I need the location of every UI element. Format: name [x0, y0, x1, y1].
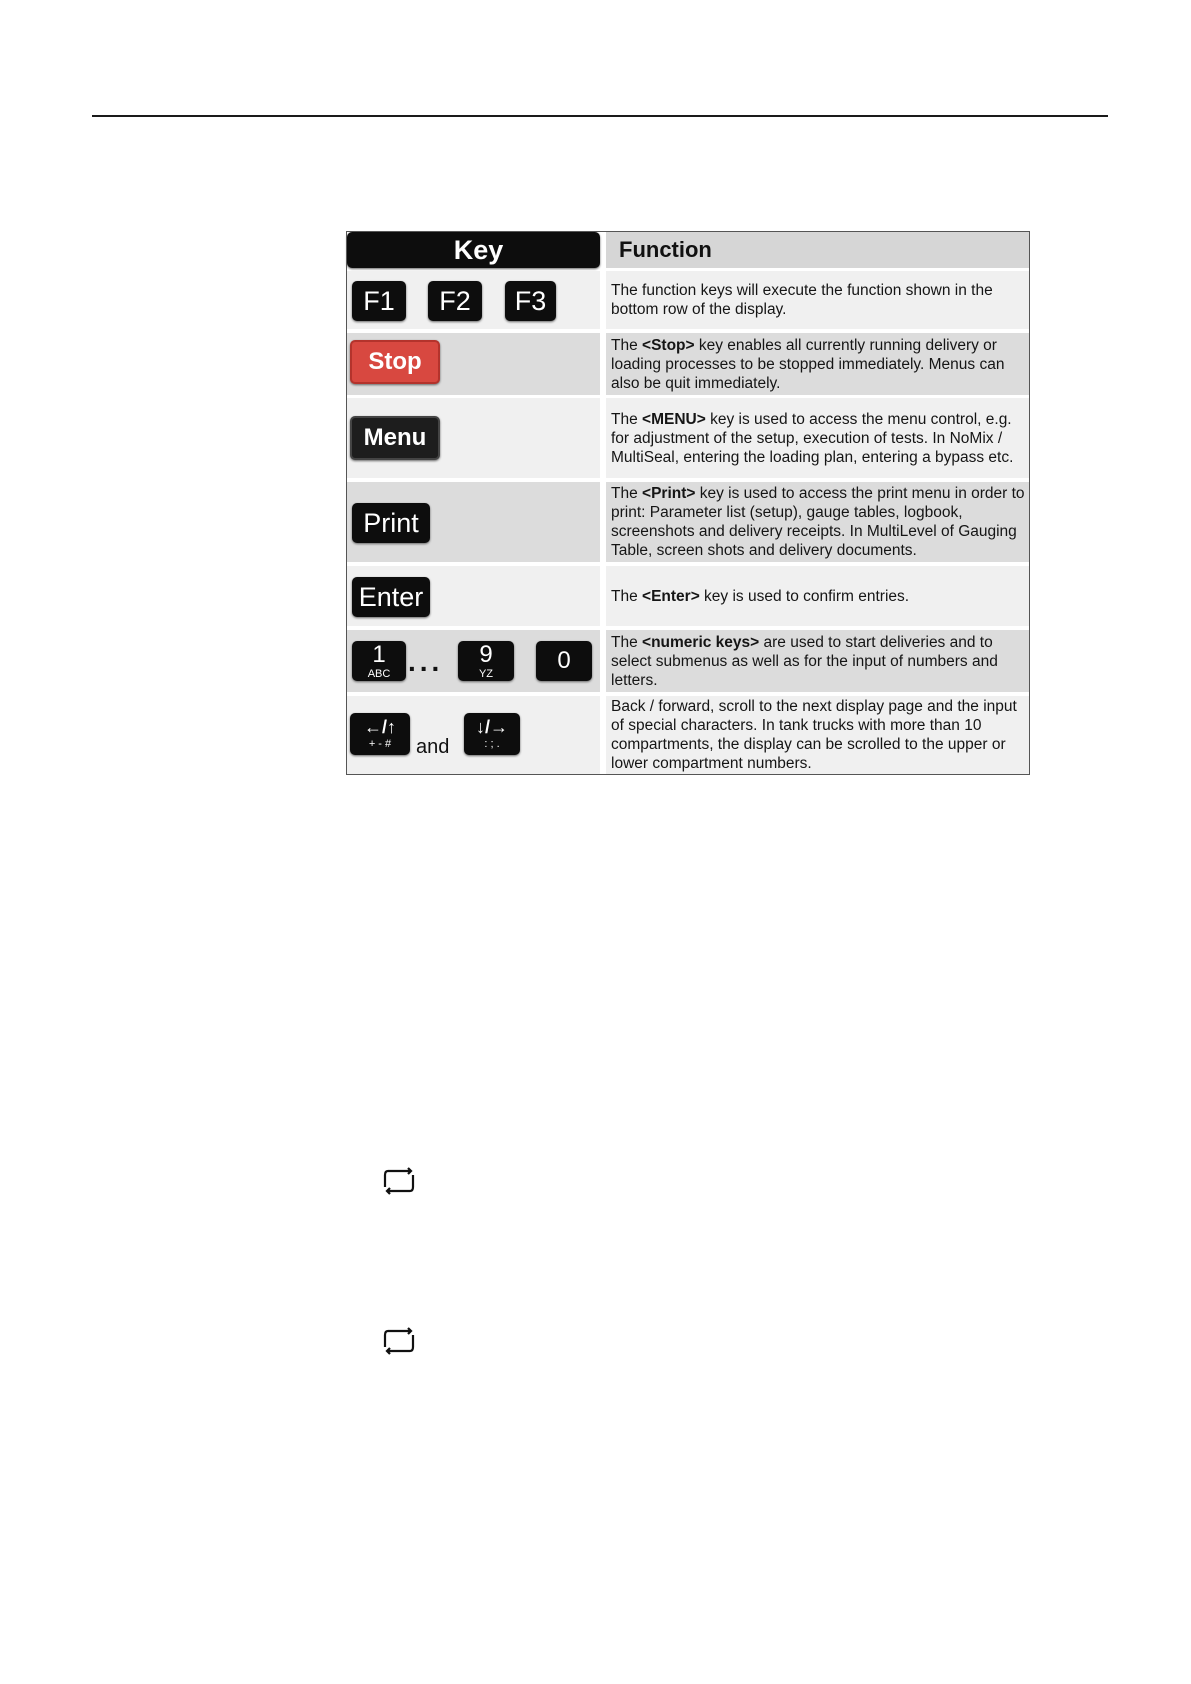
key-function-table	[346, 231, 1030, 775]
stop-key[interactable]: Stop	[350, 340, 440, 384]
numeric-key-9[interactable]: 9 YZ	[458, 641, 514, 681]
numeric-key-1[interactable]: 1 ABC	[352, 641, 406, 681]
function-description: Back / forward, scroll to the next display page and the input of special characters. In tank trucks with more than 10 compartments, the display can be scrolled to the upper or lower compartment numbers.	[611, 698, 1017, 772]
enter-key[interactable]: Enter	[352, 577, 430, 617]
f3-key[interactable]: F3	[505, 281, 556, 321]
table-row-function-keys	[347, 271, 1029, 329]
function-description: The <Print> key is used to access the print menu in order to print: Parameter list (setup), gauge tables, logbook, screenshots and delivery receipts. In MultiLevel of Gauging Table, screen shots and delivery documents.	[611, 485, 1025, 559]
column-header-key: Key	[347, 232, 600, 268]
sync-icon	[380, 1325, 418, 1357]
print-key[interactable]: Print	[352, 503, 430, 543]
menu-key[interactable]: Menu	[350, 416, 440, 460]
back-arrow-key[interactable]: ←/↑ + - #	[350, 713, 410, 755]
table-row-arrow-keys	[347, 696, 1029, 774]
function-description: The function keys will execute the function shown in the bottom row of the display.	[611, 282, 993, 318]
f1-key[interactable]: F1	[352, 281, 406, 321]
f2-key[interactable]: F2	[428, 281, 482, 321]
forward-arrow-key[interactable]: ↓/→ : ; .	[464, 713, 520, 755]
table-row-print	[347, 482, 1029, 562]
table-row-enter	[347, 566, 1029, 626]
column-header-function: Function	[606, 232, 1029, 268]
function-description: The <Enter> key is used to confirm entries.	[611, 587, 910, 605]
ellipsis: ...	[408, 646, 444, 677]
header-rule	[92, 115, 1108, 117]
table-row-stop	[347, 333, 1029, 395]
function-description: The <MENU> key is used to access the menu control, e.g. for adjustment of the setup, execution of tests. In NoMix / MultiSeal, entering the loading plan, entering a bypass etc.	[611, 410, 1014, 466]
sync-icon	[380, 1165, 418, 1197]
function-description: The <numeric keys> are used to start deliveries and to select submenus as well as for the input of numbers and letters.	[611, 633, 998, 689]
function-description: The <Stop> key enables all currently running delivery or loading processes to be stopped immediately. Menus can also be quit immediately.	[611, 336, 1005, 392]
table-row-menu	[347, 398, 1029, 478]
numeric-key-0[interactable]: 0	[536, 641, 592, 681]
table-row-numeric-keys	[347, 630, 1029, 692]
and-connector: and	[416, 736, 450, 758]
